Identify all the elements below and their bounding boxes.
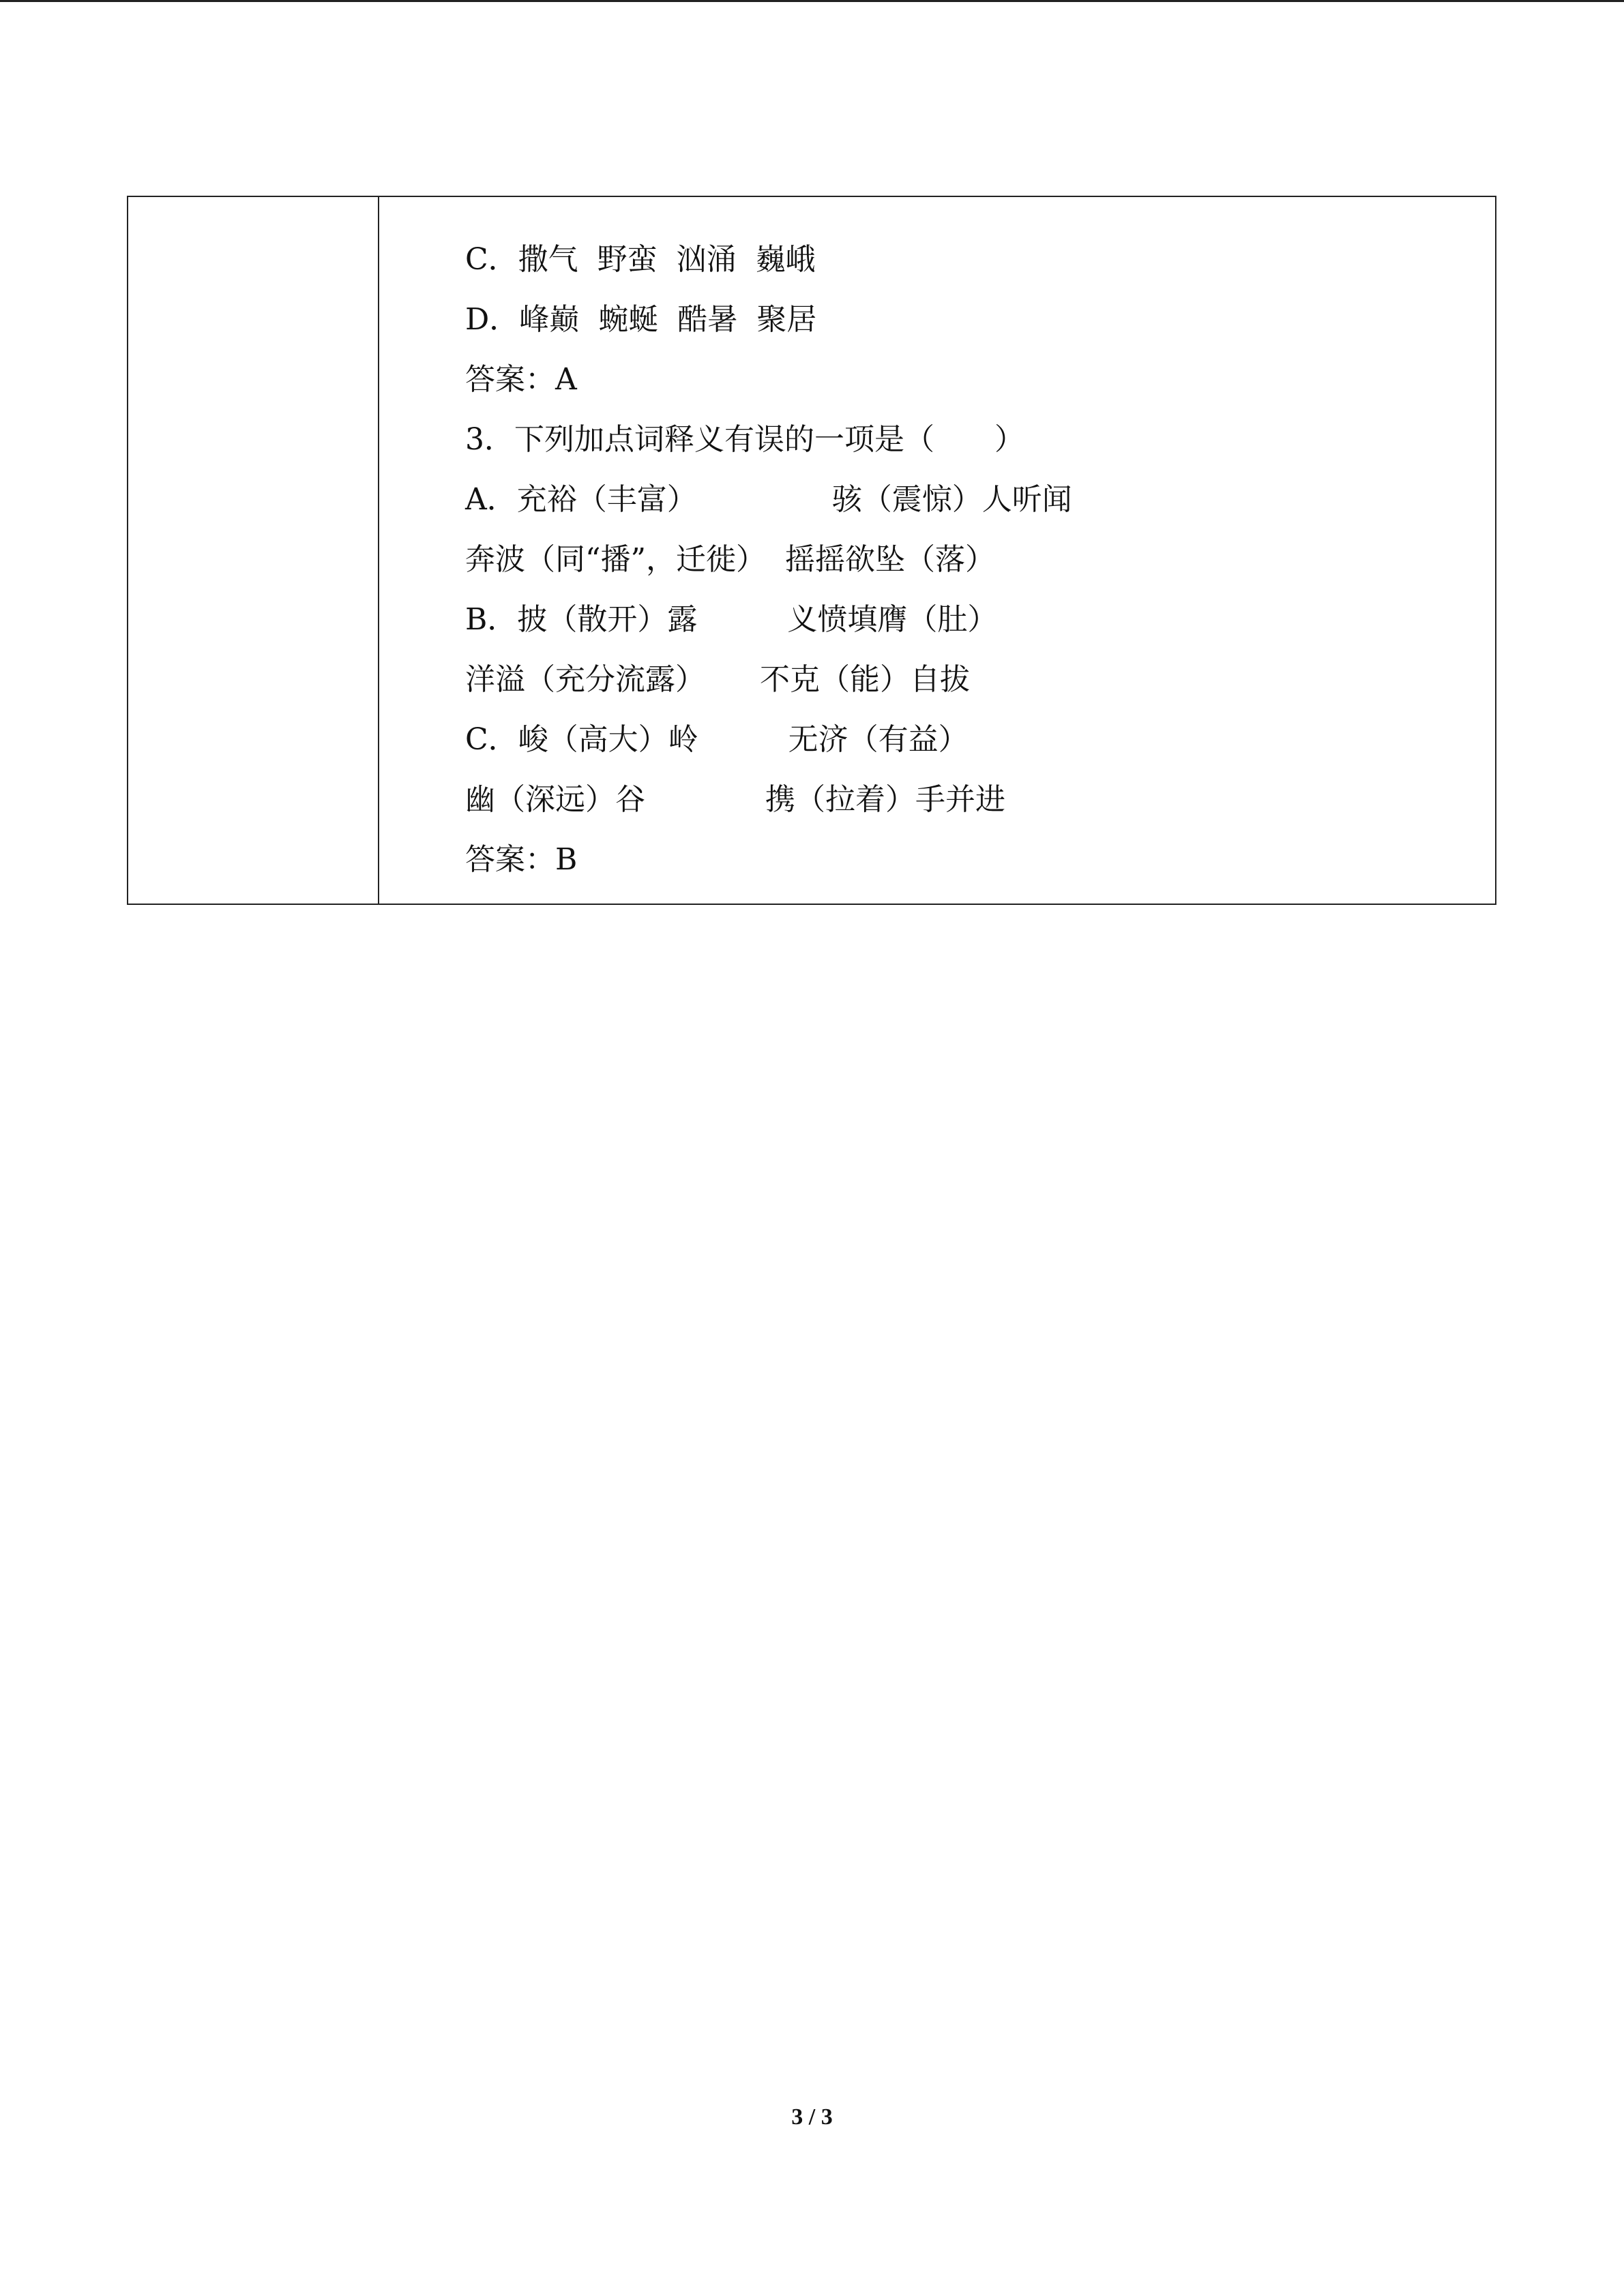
question-3-stem: 3．下列加点词释义有误的一项是（ ） (465, 422, 1024, 457)
table-left-cell (128, 197, 379, 904)
answer-line-q3: 答案：B (465, 842, 578, 877)
page-number: 3 / 3 (791, 2104, 833, 2130)
q3-option-c-line-1: C．峻（高大）岭 无济（有益） (465, 722, 969, 757)
option-c-line: C．撒气 野蛮 汹涌 巍峨 (465, 242, 816, 277)
answer-line-q2: 答案：A (465, 362, 577, 397)
q3-option-a-line-2: 奔波（同“播”，迁徙） 摇摇欲坠（落） (465, 542, 995, 577)
exercise-table (127, 196, 1496, 905)
option-d-line: D．峰巅 蜿蜒 酷暑 聚居 (465, 302, 817, 337)
q3-option-a-line-1: A．充裕（丰富） 骇（震惊）人听闻 (465, 482, 1072, 517)
page-top-border (0, 0, 1624, 2)
q3-option-b-line-1: B．披（散开）露 义愤填膺（肚） (465, 602, 998, 637)
q3-option-b-line-2: 洋溢（充分流露） 不克（能）自拔 (465, 662, 970, 697)
q3-option-c-line-2: 幽（深远）谷 携（拉着）手并进 (465, 782, 1005, 817)
